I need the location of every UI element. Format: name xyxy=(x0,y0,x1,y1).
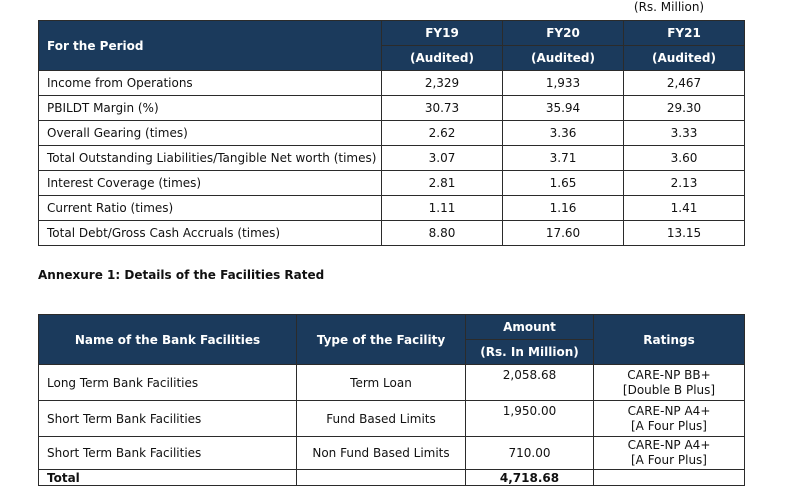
cell-value: 2.81 xyxy=(382,171,503,196)
row-label: PBILDT Margin (%) xyxy=(39,96,382,121)
total-row xyxy=(39,470,745,486)
table-row xyxy=(39,221,745,246)
rating-description: [Double B Plus] xyxy=(622,382,716,397)
facility-amount: 2,058.68 xyxy=(466,365,594,401)
cell-value: 1.41 xyxy=(624,196,745,221)
cell-value: 2,467 xyxy=(624,71,745,96)
facility-type: Fund Based Limits xyxy=(297,401,466,437)
row-label: Total Debt/Gross Cash Accruals (times) xyxy=(39,221,382,246)
unit-note: (Rs. Million) xyxy=(633,0,705,14)
rating-code: CARE-NP BB+ xyxy=(627,367,711,382)
table-row xyxy=(39,146,745,171)
total-rating-empty xyxy=(594,470,745,486)
facility-type: Non Fund Based Limits xyxy=(297,437,466,470)
facility-name: Long Term Bank Facilities xyxy=(39,365,297,401)
rating-description: [A Four Plus] xyxy=(631,418,707,433)
table-row xyxy=(39,71,745,96)
cell-value: 1.16 xyxy=(503,196,624,221)
table-row xyxy=(39,437,745,470)
year-header-fy21: FY21 xyxy=(624,21,745,46)
cell-value: 30.73 xyxy=(382,96,503,121)
cell-value: 1.11 xyxy=(382,196,503,221)
cell-value: 3.33 xyxy=(624,121,745,146)
cell-value: 2.62 xyxy=(382,121,503,146)
cell-value: 17.60 xyxy=(503,221,624,246)
row-label: Interest Coverage (times) xyxy=(39,171,382,196)
amount-header: Amount xyxy=(466,315,594,340)
total-type-empty xyxy=(297,470,466,486)
table-row xyxy=(39,171,745,196)
facility-name: Short Term Bank Facilities xyxy=(39,401,297,437)
financials-table xyxy=(38,20,745,246)
row-label: Total Outstanding Liabilities/Tangible Net worth (times) xyxy=(39,146,382,171)
cell-value: 2,329 xyxy=(382,71,503,96)
period-header: For the Period xyxy=(39,21,382,71)
cell-value: 1,933 xyxy=(503,71,624,96)
facility-amount: 1,950.00 xyxy=(466,401,594,437)
table-row xyxy=(39,365,745,401)
ratings-header: Ratings xyxy=(594,315,745,365)
facility-name: Short Term Bank Facilities xyxy=(39,437,297,470)
rating-description: [A Four Plus] xyxy=(631,453,707,467)
facility-type: Term Loan xyxy=(297,365,466,401)
facility-rating xyxy=(594,365,745,401)
rating-code: CARE-NP A4+ xyxy=(627,403,711,418)
total-label: Total xyxy=(39,470,297,486)
facility-amount: 710.00 xyxy=(466,437,594,470)
financials-header-row-1 xyxy=(39,21,745,46)
cell-value: 35.94 xyxy=(503,96,624,121)
row-label: Income from Operations xyxy=(39,71,382,96)
row-label: Current Ratio (times) xyxy=(39,196,382,221)
status-header-fy20: (Audited) xyxy=(503,46,624,71)
cell-value: 3.36 xyxy=(503,121,624,146)
facility-type-header: Type of the Facility xyxy=(297,315,466,365)
row-label: Overall Gearing (times) xyxy=(39,121,382,146)
cell-value: 3.60 xyxy=(624,146,745,171)
facility-name-header: Name of the Bank Facilities xyxy=(39,315,297,365)
status-header-fy19: (Audited) xyxy=(382,46,503,71)
cell-value: 2.13 xyxy=(624,171,745,196)
total-amount: 4,718.68 xyxy=(466,470,594,486)
facilities-header-row-1 xyxy=(39,315,745,340)
year-header-fy19: FY19 xyxy=(382,21,503,46)
year-header-fy20: FY20 xyxy=(503,21,624,46)
cell-value: 3.07 xyxy=(382,146,503,171)
cell-value: 1.65 xyxy=(503,171,624,196)
rating-code: CARE-NP A4+ xyxy=(627,438,711,452)
facility-rating xyxy=(594,401,745,437)
cell-value: 29.30 xyxy=(624,96,745,121)
table-row xyxy=(39,121,745,146)
amount-unit-header: (Rs. In Million) xyxy=(466,340,594,365)
facility-rating xyxy=(594,437,745,470)
table-row xyxy=(39,96,745,121)
annexure-title: Annexure 1: Details of the Facilities Rated xyxy=(38,268,325,282)
table-row xyxy=(39,196,745,221)
table-row xyxy=(39,401,745,437)
facilities-table xyxy=(38,314,745,486)
status-header-fy21: (Audited) xyxy=(624,46,745,71)
cell-value: 13.15 xyxy=(624,221,745,246)
cell-value: 3.71 xyxy=(503,146,624,171)
cell-value: 8.80 xyxy=(382,221,503,246)
